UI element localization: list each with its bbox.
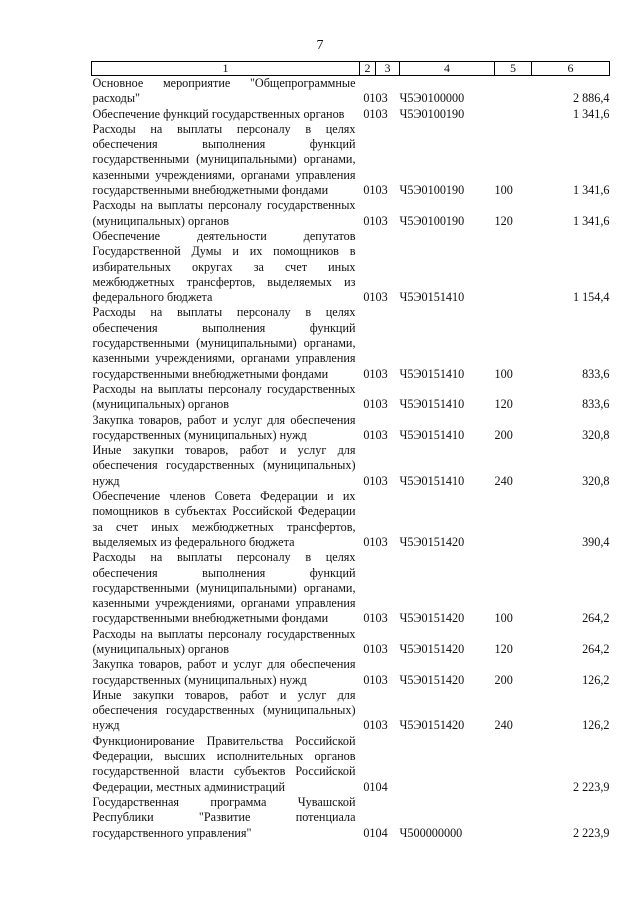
row-section-code: 01 (363, 718, 376, 733)
row-target-article: Ч5Э0151410 (399, 366, 465, 381)
row-expense-type (495, 795, 532, 841)
row-section-code: 01 (363, 183, 376, 198)
row-subsection-code: 03 (375, 534, 388, 549)
row-amount: 126,2 (582, 672, 610, 687)
row-subsection-code: 03 (375, 427, 388, 442)
table-row (92, 198, 610, 229)
row-name: Обеспечение функций государственных органов (92, 106, 345, 121)
table-row (92, 382, 610, 413)
row-amount: 264,2 (582, 641, 610, 656)
row-subsection-code: 03 (375, 91, 388, 106)
row-name: Обеспечение деятельности депутатов Государственной Думы и их помощников в избирательных округах за счет иных межбюджетных трансфертов, выделяемых из федерального бюджета (92, 228, 356, 305)
row-name: Функционирование Правительства Российской Федерации, высших исполнительных органов государственной власти субъектов Российской Федерации, местных администраций (92, 733, 356, 794)
row-section-code: 01 (363, 427, 376, 442)
row-name: Основное мероприятие "Общепрограммные расходы" (92, 76, 356, 106)
header-col-4: 4 (400, 62, 495, 76)
row-target-article (400, 734, 495, 795)
row-target-article: Ч5Э0151410 (399, 397, 465, 412)
row-section-code: 01 (363, 779, 376, 794)
row-section-code: 01 (363, 611, 376, 626)
table-row (92, 489, 610, 550)
row-expense-type (495, 229, 532, 305)
row-name: Расходы на выплаты персоналу в целях обеспечения выполнения функций государственными (муниципальными) органами, казенными учреждениями, органами управления государственными внебюджетными фондами (92, 305, 356, 381)
row-target-article: Ч5Э0100190 (399, 213, 465, 228)
table-row (92, 795, 610, 841)
row-section-code: 01 (363, 473, 376, 488)
row-subsection-code: 03 (375, 473, 388, 488)
table-row (92, 688, 610, 734)
row-expense-type: 240 (494, 473, 513, 488)
row-amount: 390,4 (582, 534, 610, 549)
row-name: Обеспечение членов Совета Федерации и их помощников в субъектах Российской Федерации за счет иных межбюджетных трансфертов, выделяемых из федерального бюджета (92, 489, 356, 549)
row-subsection-code: 03 (375, 611, 388, 626)
row-amount: 320,8 (582, 427, 610, 442)
row-amount: 264,2 (582, 611, 610, 626)
row-section-code: 01 (363, 91, 376, 106)
row-target-article: Ч5Э0151410 (399, 427, 465, 442)
row-expense-type: 240 (494, 718, 513, 733)
row-name: Закупка товаров, работ и услуг для обеспечения государственных (муниципальных) нужд (92, 412, 356, 442)
row-expense-type (495, 734, 532, 795)
table-row (92, 657, 610, 688)
row-target-article: Ч500000000 (399, 825, 463, 840)
row-target-article: Ч5Э0151420 (399, 641, 465, 656)
row-subsection-code: 04 (375, 779, 388, 794)
row-amount: 1 341,6 (572, 183, 610, 198)
row-amount: 320,8 (582, 473, 610, 488)
row-amount: 833,6 (582, 366, 610, 381)
row-target-article: Ч5Э0100190 (399, 183, 465, 198)
row-expense-type: 120 (494, 397, 513, 412)
header-row (92, 62, 610, 76)
row-target-article: Ч5Э0100190 (399, 106, 465, 121)
row-target-article: Ч5Э0100000 (399, 91, 465, 106)
row-amount: 1 341,6 (572, 213, 610, 228)
row-name: Закупка товаров, работ и услуг для обеспечения государственных (муниципальных) нужд (92, 657, 356, 687)
row-target-article: Ч5Э0151410 (399, 290, 465, 305)
row-subsection-code: 03 (375, 641, 388, 656)
row-target-article: Ч5Э0151410 (399, 473, 465, 488)
table-row (92, 443, 610, 489)
budget-table (91, 61, 610, 841)
row-name: Иные закупки товаров, работ и услуг для обеспечения государственных (муниципальных) нужд (92, 443, 356, 488)
row-expense-type: 120 (494, 641, 513, 656)
row-subsection-code: 03 (375, 397, 388, 412)
row-name: Расходы на выплаты персоналу в целях обеспечения выполнения функций государственными (муниципальными) органами, казенными учреждениями, органами управления государственными внебюджетными фондами (92, 550, 356, 626)
row-expense-type: 200 (494, 427, 513, 442)
header-col-6: 6 (532, 62, 610, 76)
row-section-code: 01 (363, 534, 376, 549)
row-expense-type: 100 (494, 183, 513, 198)
row-amount: 833,6 (582, 397, 610, 412)
table-row (92, 229, 610, 305)
row-expense-type: 100 (494, 611, 513, 626)
row-amount: 2 223,9 (572, 825, 610, 840)
row-expense-type: 100 (494, 366, 513, 381)
row-subsection-code: 03 (375, 183, 388, 198)
row-subsection-code: 04 (375, 825, 388, 840)
row-section-code: 01 (363, 213, 376, 228)
row-expense-type (495, 489, 532, 550)
table-row (92, 107, 610, 122)
table-row (92, 413, 610, 444)
row-name: Расходы на выплаты персоналу государственных (муниципальных) органов (92, 626, 356, 656)
row-name: Государственная программа Чувашской Республики "Развитие потенциала государственного управления" (92, 794, 356, 840)
table-row (92, 76, 610, 107)
row-expense-type (495, 76, 532, 107)
row-expense-type (495, 107, 532, 122)
row-section-code: 01 (363, 106, 376, 121)
row-expense-type: 120 (494, 213, 513, 228)
row-section-code: 01 (363, 366, 376, 381)
row-name: Расходы на выплаты персоналу государственных (муниципальных) органов (92, 381, 356, 412)
table-header (92, 62, 610, 76)
table-body (92, 76, 610, 841)
row-amount: 1 341,6 (572, 106, 610, 121)
row-section-code: 01 (363, 641, 376, 656)
row-target-article: Ч5Э0151420 (399, 718, 465, 733)
header-col-5: 5 (495, 62, 532, 76)
row-name: Расходы на выплаты персоналу государственных (муниципальных) органов (92, 198, 356, 228)
row-section-code: 01 (363, 397, 376, 412)
row-name: Иные закупки товаров, работ и услуг для обеспечения государственных (муниципальных) нужд (92, 687, 356, 733)
row-subsection-code: 03 (375, 718, 388, 733)
table-row (92, 550, 610, 626)
row-subsection-code: 03 (375, 672, 388, 687)
row-target-article: Ч5Э0151420 (399, 534, 465, 549)
row-expense-type: 200 (494, 672, 513, 687)
table-row (92, 627, 610, 658)
table-row (92, 305, 610, 381)
table-row (92, 734, 610, 795)
row-amount: 1 154,4 (572, 290, 610, 305)
row-subsection-code: 03 (375, 366, 388, 381)
row-section-code: 01 (363, 290, 376, 305)
row-amount: 126,2 (582, 718, 610, 733)
row-section-code: 01 (363, 825, 376, 840)
header-col-3: 3 (376, 62, 400, 76)
row-amount: 2 223,9 (572, 779, 610, 794)
row-target-article: Ч5Э0151420 (399, 611, 465, 626)
row-subsection-code: 03 (375, 106, 388, 121)
row-amount: 2 886,4 (572, 91, 610, 106)
page-number: 7 (316, 38, 324, 53)
row-subsection-code: 03 (375, 213, 388, 228)
row-target-article: Ч5Э0151420 (399, 672, 465, 687)
header-col-1: 1 (92, 62, 360, 76)
row-section-code: 01 (363, 672, 376, 687)
row-name: Расходы на выплаты персоналу в целях обеспечения выполнения функций государственными (муниципальными) органами, казенными учреждениями, органами управления государственными внебюджетными фондами (92, 121, 356, 198)
table-row (92, 122, 610, 198)
row-subsection-code: 03 (375, 290, 388, 305)
header-col-2: 2 (360, 62, 376, 76)
